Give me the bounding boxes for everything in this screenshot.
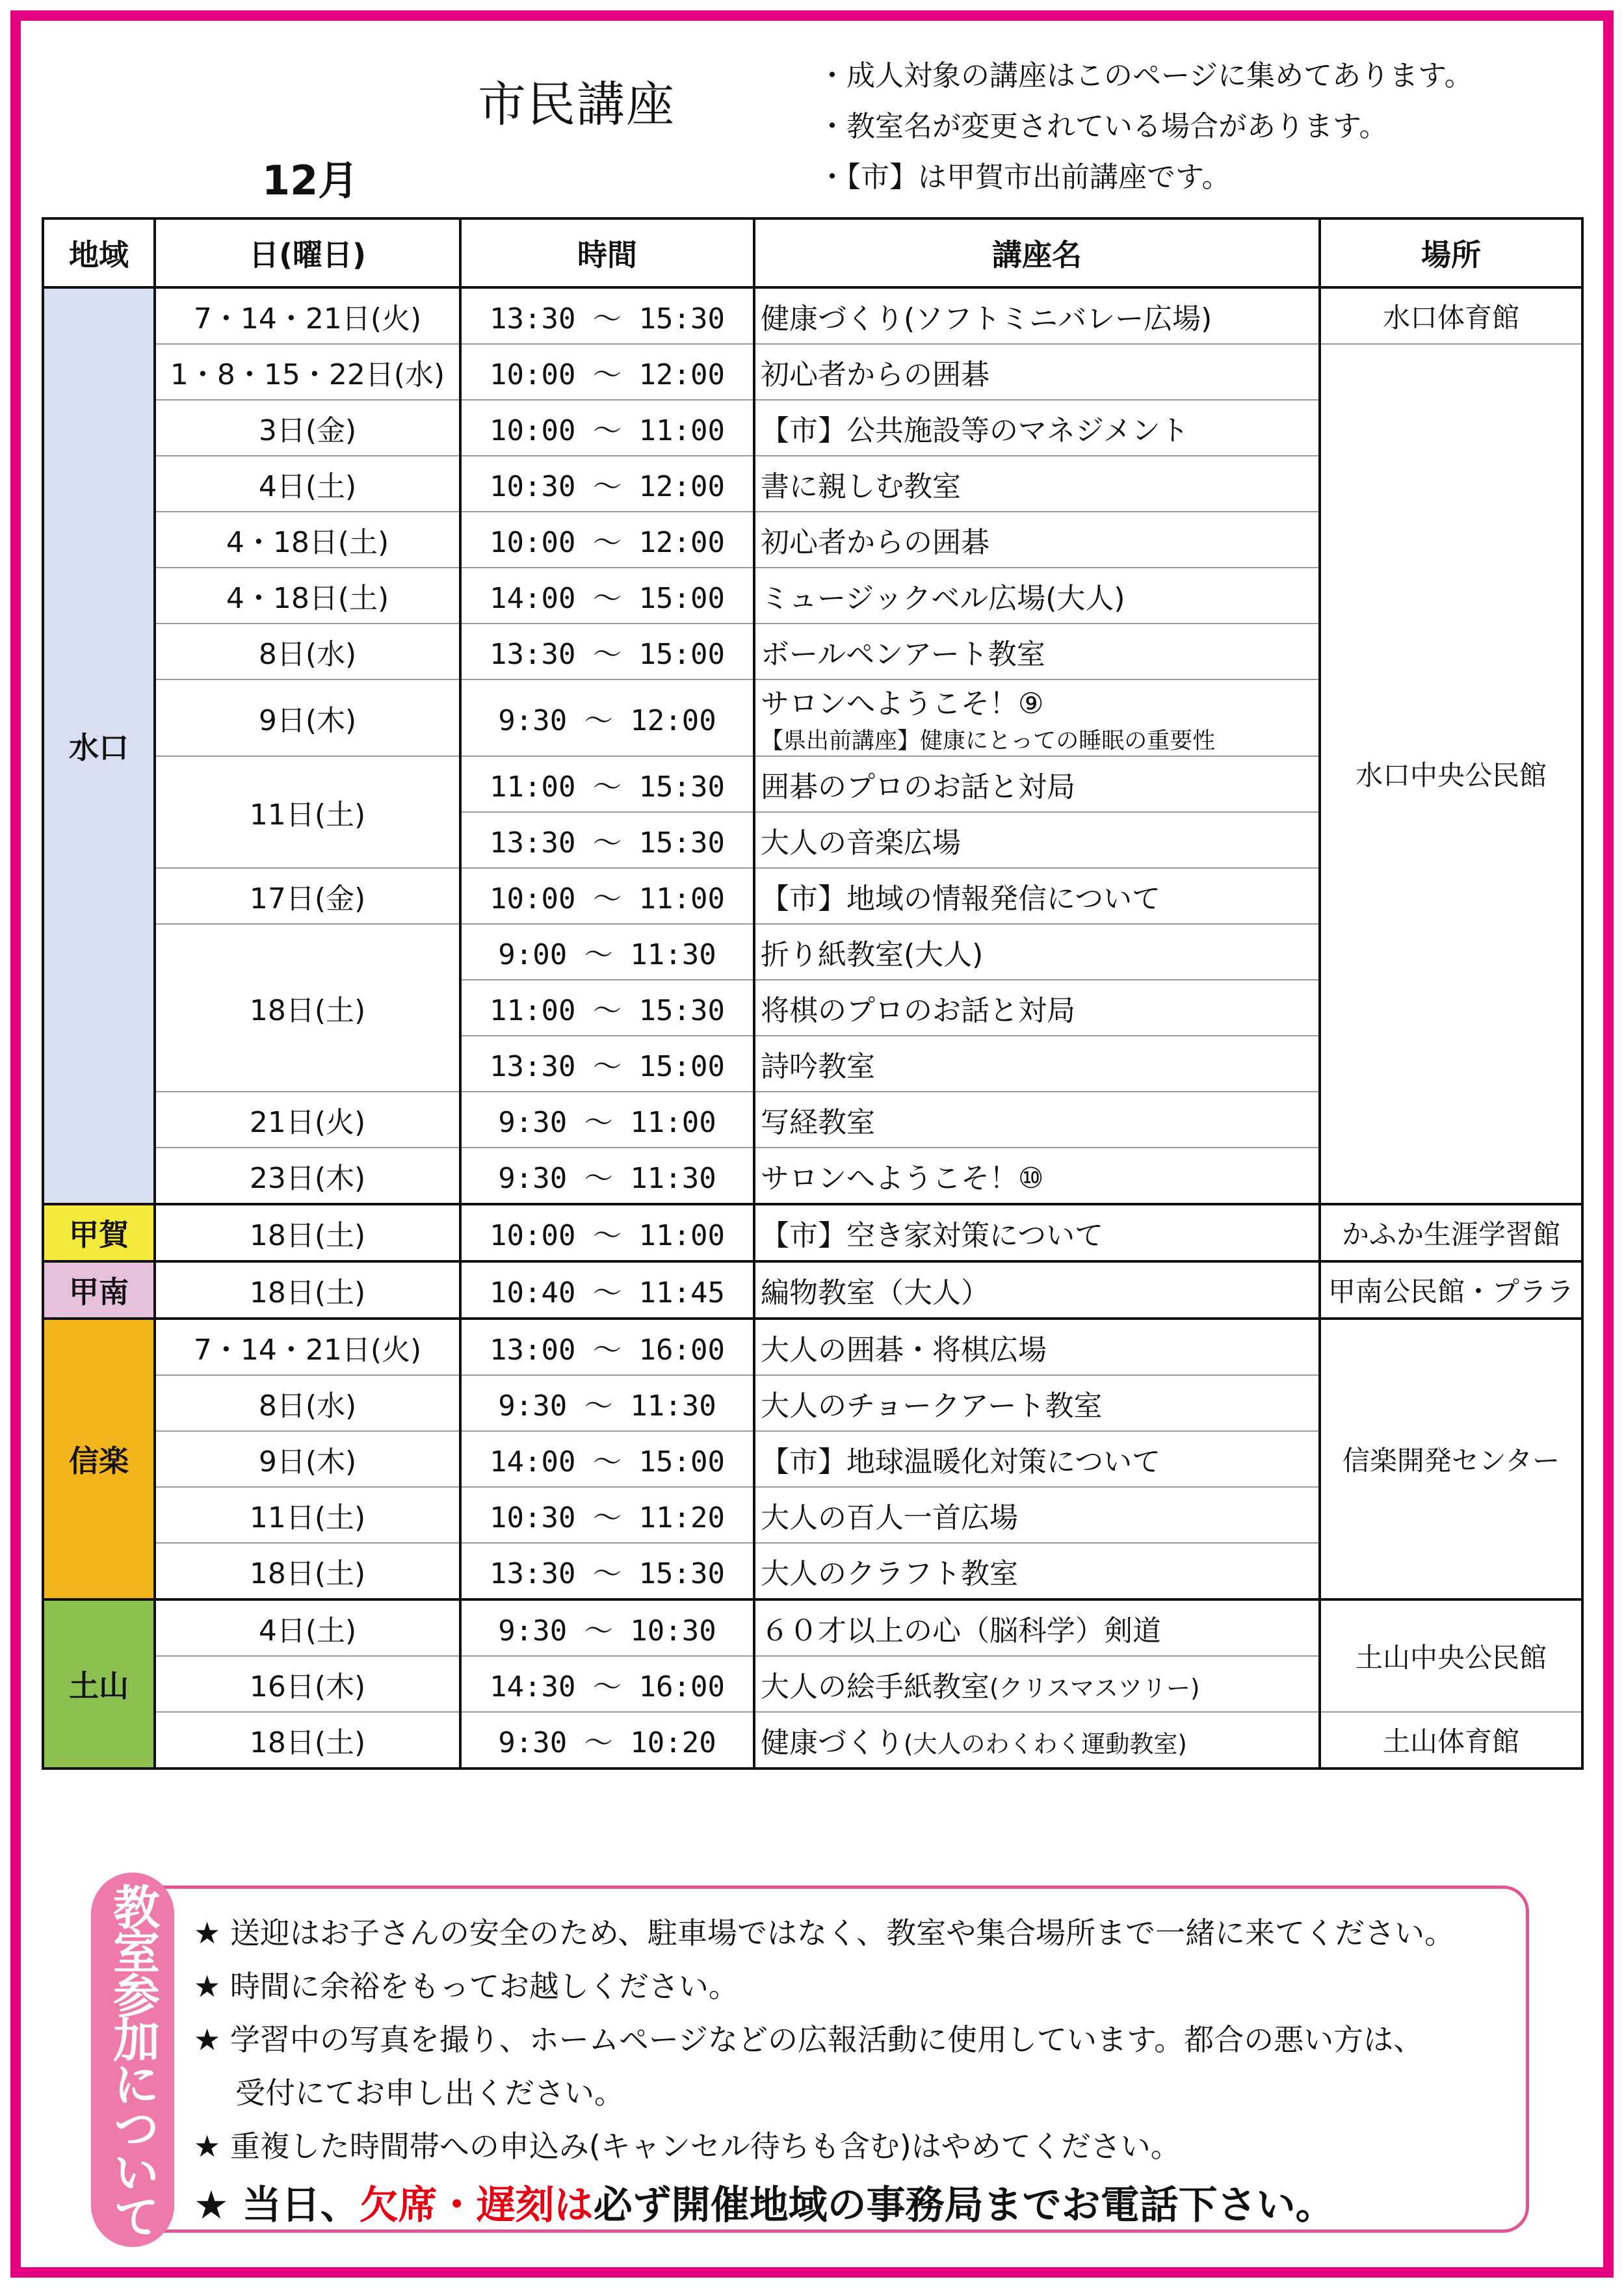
schedule-table (42, 217, 1584, 1770)
course-name: ６０才以上の心（脳科学）剣道 (754, 1599, 1320, 1656)
course-name: 【市】空き家対策について (754, 1204, 1320, 1261)
course-note: (大人のわくわく運動教室) (904, 1730, 1187, 1758)
date-cell: 18日(土) (155, 1712, 460, 1769)
reminder-final (194, 2173, 1454, 2238)
place-cell: 信楽開発センター (1320, 1319, 1582, 1599)
date-cell: 18日(土) (155, 924, 460, 1092)
table-row (43, 1599, 1582, 1656)
time-cell: 11:00 ～ 15:30 (460, 980, 754, 1036)
time-cell: 9:30 ～ 10:30 (460, 1599, 754, 1656)
date-cell: 17日(金) (155, 868, 460, 924)
date-cell: 7・14・21日(火) (155, 1319, 460, 1375)
time-cell: 10:00 ～ 12:00 (460, 344, 754, 400)
course-name: 初心者からの囲碁 (754, 512, 1320, 568)
course-name: 大人の百人一首広場 (754, 1487, 1320, 1543)
place-cell: 水口中央公民館 (1320, 344, 1582, 1204)
reminder-item: ★ 時間に余裕をもってお越しください。 (194, 1969, 739, 2004)
time-cell: 14:30 ～ 16:00 (460, 1656, 754, 1712)
time-cell: 9:00 ～ 11:30 (460, 924, 754, 980)
course-name-cell (754, 1712, 1320, 1769)
time-cell: 9:30 ～ 12:00 (460, 679, 754, 756)
time-cell: 9:30 ～ 11:00 (460, 1092, 754, 1148)
course-name: 編物教室（大人） (754, 1261, 1320, 1319)
course-name: 囲碁のプロのお話と対局 (754, 756, 1320, 812)
table-header-row (43, 218, 1582, 287)
place-cell: 水口体育館 (1320, 287, 1582, 344)
reminder-item: ★ 学習中の写真を撮り、ホームページなどの広報活動に使用しています。都合の悪い方は、 (194, 2022, 1424, 2057)
course-name: 折り紙教室(大人) (754, 924, 1320, 980)
reminder-item: ★ 送迎はお子さんの安全のため、駐車場ではなく、教室や集合場所まで一緒に来てください。 (194, 1915, 1455, 1951)
time-cell: 11:00 ～ 15:30 (460, 756, 754, 812)
time-cell: 9:30 ～ 10:20 (460, 1712, 754, 1769)
table-row (43, 1319, 1582, 1375)
time-cell: 14:00 ～ 15:00 (460, 1431, 754, 1487)
course-name: 将棋のプロのお話と対局 (754, 980, 1320, 1036)
time-cell: 13:30 ～ 15:30 (460, 287, 754, 344)
header-region: 地域 (43, 218, 155, 287)
page-title: 市民講座 (478, 77, 675, 133)
course-name: 【市】公共施設等のマネジメント (754, 400, 1320, 456)
date-cell: 18日(土) (155, 1543, 460, 1599)
reminder-final-highlight: 欠席・遅刻は (359, 2183, 594, 2228)
region-koka: 甲賀 (43, 1204, 155, 1261)
header-time: 時間 (460, 218, 754, 287)
date-cell: 9日(木) (155, 1431, 460, 1487)
date-cell: 4・18日(土) (155, 568, 460, 624)
reminder-item: ★ 重複した時間帯への申込み(キャンセル待ちも含む)はやめてください。 (194, 2129, 1181, 2164)
date-cell: 7・14・21日(火) (155, 287, 460, 344)
time-cell: 13:00 ～ 16:00 (460, 1319, 754, 1375)
date-cell: 11日(土) (155, 756, 460, 868)
reminder-list (194, 1906, 1454, 2238)
date-cell: 23日(木) (155, 1148, 460, 1204)
date-cell: 3日(金) (155, 400, 460, 456)
course-name: サロンへようこそ！⑩ (754, 1148, 1320, 1204)
course-name: 書に親しむ教室 (754, 456, 1320, 512)
place-cell: 土山体育館 (1320, 1712, 1582, 1769)
course-name: 詩吟教室 (754, 1036, 1320, 1092)
time-cell: 13:30 ～ 15:00 (460, 1036, 754, 1092)
time-cell: 13:30 ～ 15:30 (460, 812, 754, 868)
course-name-cell (754, 679, 1320, 756)
reminder-final-prefix: ★ 当日、 (194, 2183, 360, 2228)
time-cell: 10:00 ～ 11:00 (460, 868, 754, 924)
course-name: 大人のチョークアート教室 (754, 1375, 1320, 1431)
course-name: 大人の音楽広場 (754, 812, 1320, 868)
time-cell: 10:00 ～ 11:00 (460, 1204, 754, 1261)
time-cell: 14:00 ～ 15:00 (460, 568, 754, 624)
region-shigaraki: 信楽 (43, 1319, 155, 1599)
table-row (43, 1712, 1582, 1769)
time-cell: 13:30 ～ 15:00 (460, 624, 754, 679)
course-note: (クリスマスツリー) (989, 1674, 1200, 1702)
course-name: 初心者からの囲碁 (754, 344, 1320, 400)
notes (818, 51, 1473, 203)
note-item: ・成人対象の講座はこのページに集めてあります。 (818, 59, 1473, 92)
header-name: 講座名 (754, 218, 1320, 287)
time-cell: 10:30 ～ 12:00 (460, 456, 754, 512)
reminder-final-suffix: 必ず開催地域の事務局までお電話下さい。 (593, 2183, 1335, 2228)
course-name: ボールペンアート教室 (754, 624, 1320, 679)
time-cell: 10:00 ～ 12:00 (460, 512, 754, 568)
course-name: 【市】地球温暖化対策について (754, 1431, 1320, 1487)
table-row (43, 344, 1582, 400)
course-name: 大人の囲碁・将棋広場 (754, 1319, 1320, 1375)
date-cell: 18日(土) (155, 1261, 460, 1319)
place-cell: かふか生涯学習館 (1320, 1204, 1582, 1261)
course-subtitle: 【県出前講座】健康にとっての睡眠の重要性 (761, 728, 1216, 754)
date-cell: 1・8・15・22日(水) (155, 344, 460, 400)
table-row (43, 1261, 1582, 1319)
table-row (43, 1204, 1582, 1261)
header-date: 日(曜日) (155, 218, 460, 287)
course-name: 大人のクラフト教室 (754, 1543, 1320, 1599)
course-name: 写経教室 (754, 1092, 1320, 1148)
note-item: ・【市】は甲賀市出前講座です。 (818, 161, 1231, 194)
course-name-cell (754, 1656, 1320, 1712)
time-cell: 10:00 ～ 11:00 (460, 400, 754, 456)
date-cell: 11日(土) (155, 1487, 460, 1543)
place-cell: 土山中央公民館 (1320, 1599, 1582, 1712)
date-cell: 21日(火) (155, 1092, 460, 1148)
time-cell: 9:30 ～ 11:30 (460, 1375, 754, 1431)
place-cell: 甲南公民館・プララ (1320, 1261, 1582, 1319)
date-cell: 16日(木) (155, 1656, 460, 1712)
reminder-tab: 教室参加について (91, 1873, 174, 2247)
header-place: 場所 (1320, 218, 1582, 287)
date-cell: 9日(木) (155, 679, 460, 756)
time-cell: 10:30 ～ 11:20 (460, 1487, 754, 1543)
date-cell: 8日(水) (155, 624, 460, 679)
course-name: 健康づくり (761, 1726, 904, 1759)
note-item: ・教室名が変更されている場合があります。 (818, 110, 1388, 143)
table-row (43, 287, 1582, 344)
course-name: 大人の絵手紙教室 (761, 1670, 989, 1703)
course-name: 健康づくり(ソフトミニバレー広場) (754, 287, 1320, 344)
time-cell: 9:30 ～ 11:30 (460, 1148, 754, 1204)
course-name: ミュージックベル広場(大人) (754, 568, 1320, 624)
date-cell: 8日(水) (155, 1375, 460, 1431)
date-cell: 4・18日(土) (155, 512, 460, 568)
month-label: 12月 (262, 157, 359, 204)
reminder-item-continuation: 受付にてお申し出ください。 (235, 2075, 624, 2110)
region-tsuchiyama: 土山 (43, 1599, 155, 1769)
course-name: サロンへようこそ！⑨ (761, 687, 1044, 720)
time-cell: 10:40 ～ 11:45 (460, 1261, 754, 1319)
region-konan: 甲南 (43, 1261, 155, 1319)
date-cell: 18日(土) (155, 1204, 460, 1261)
time-cell: 13:30 ～ 15:30 (460, 1543, 754, 1599)
region-minakuchi: 水口 (43, 287, 155, 1204)
date-cell: 4日(土) (155, 1599, 460, 1656)
date-cell: 4日(土) (155, 456, 460, 512)
course-name: 【市】地域の情報発信について (754, 868, 1320, 924)
